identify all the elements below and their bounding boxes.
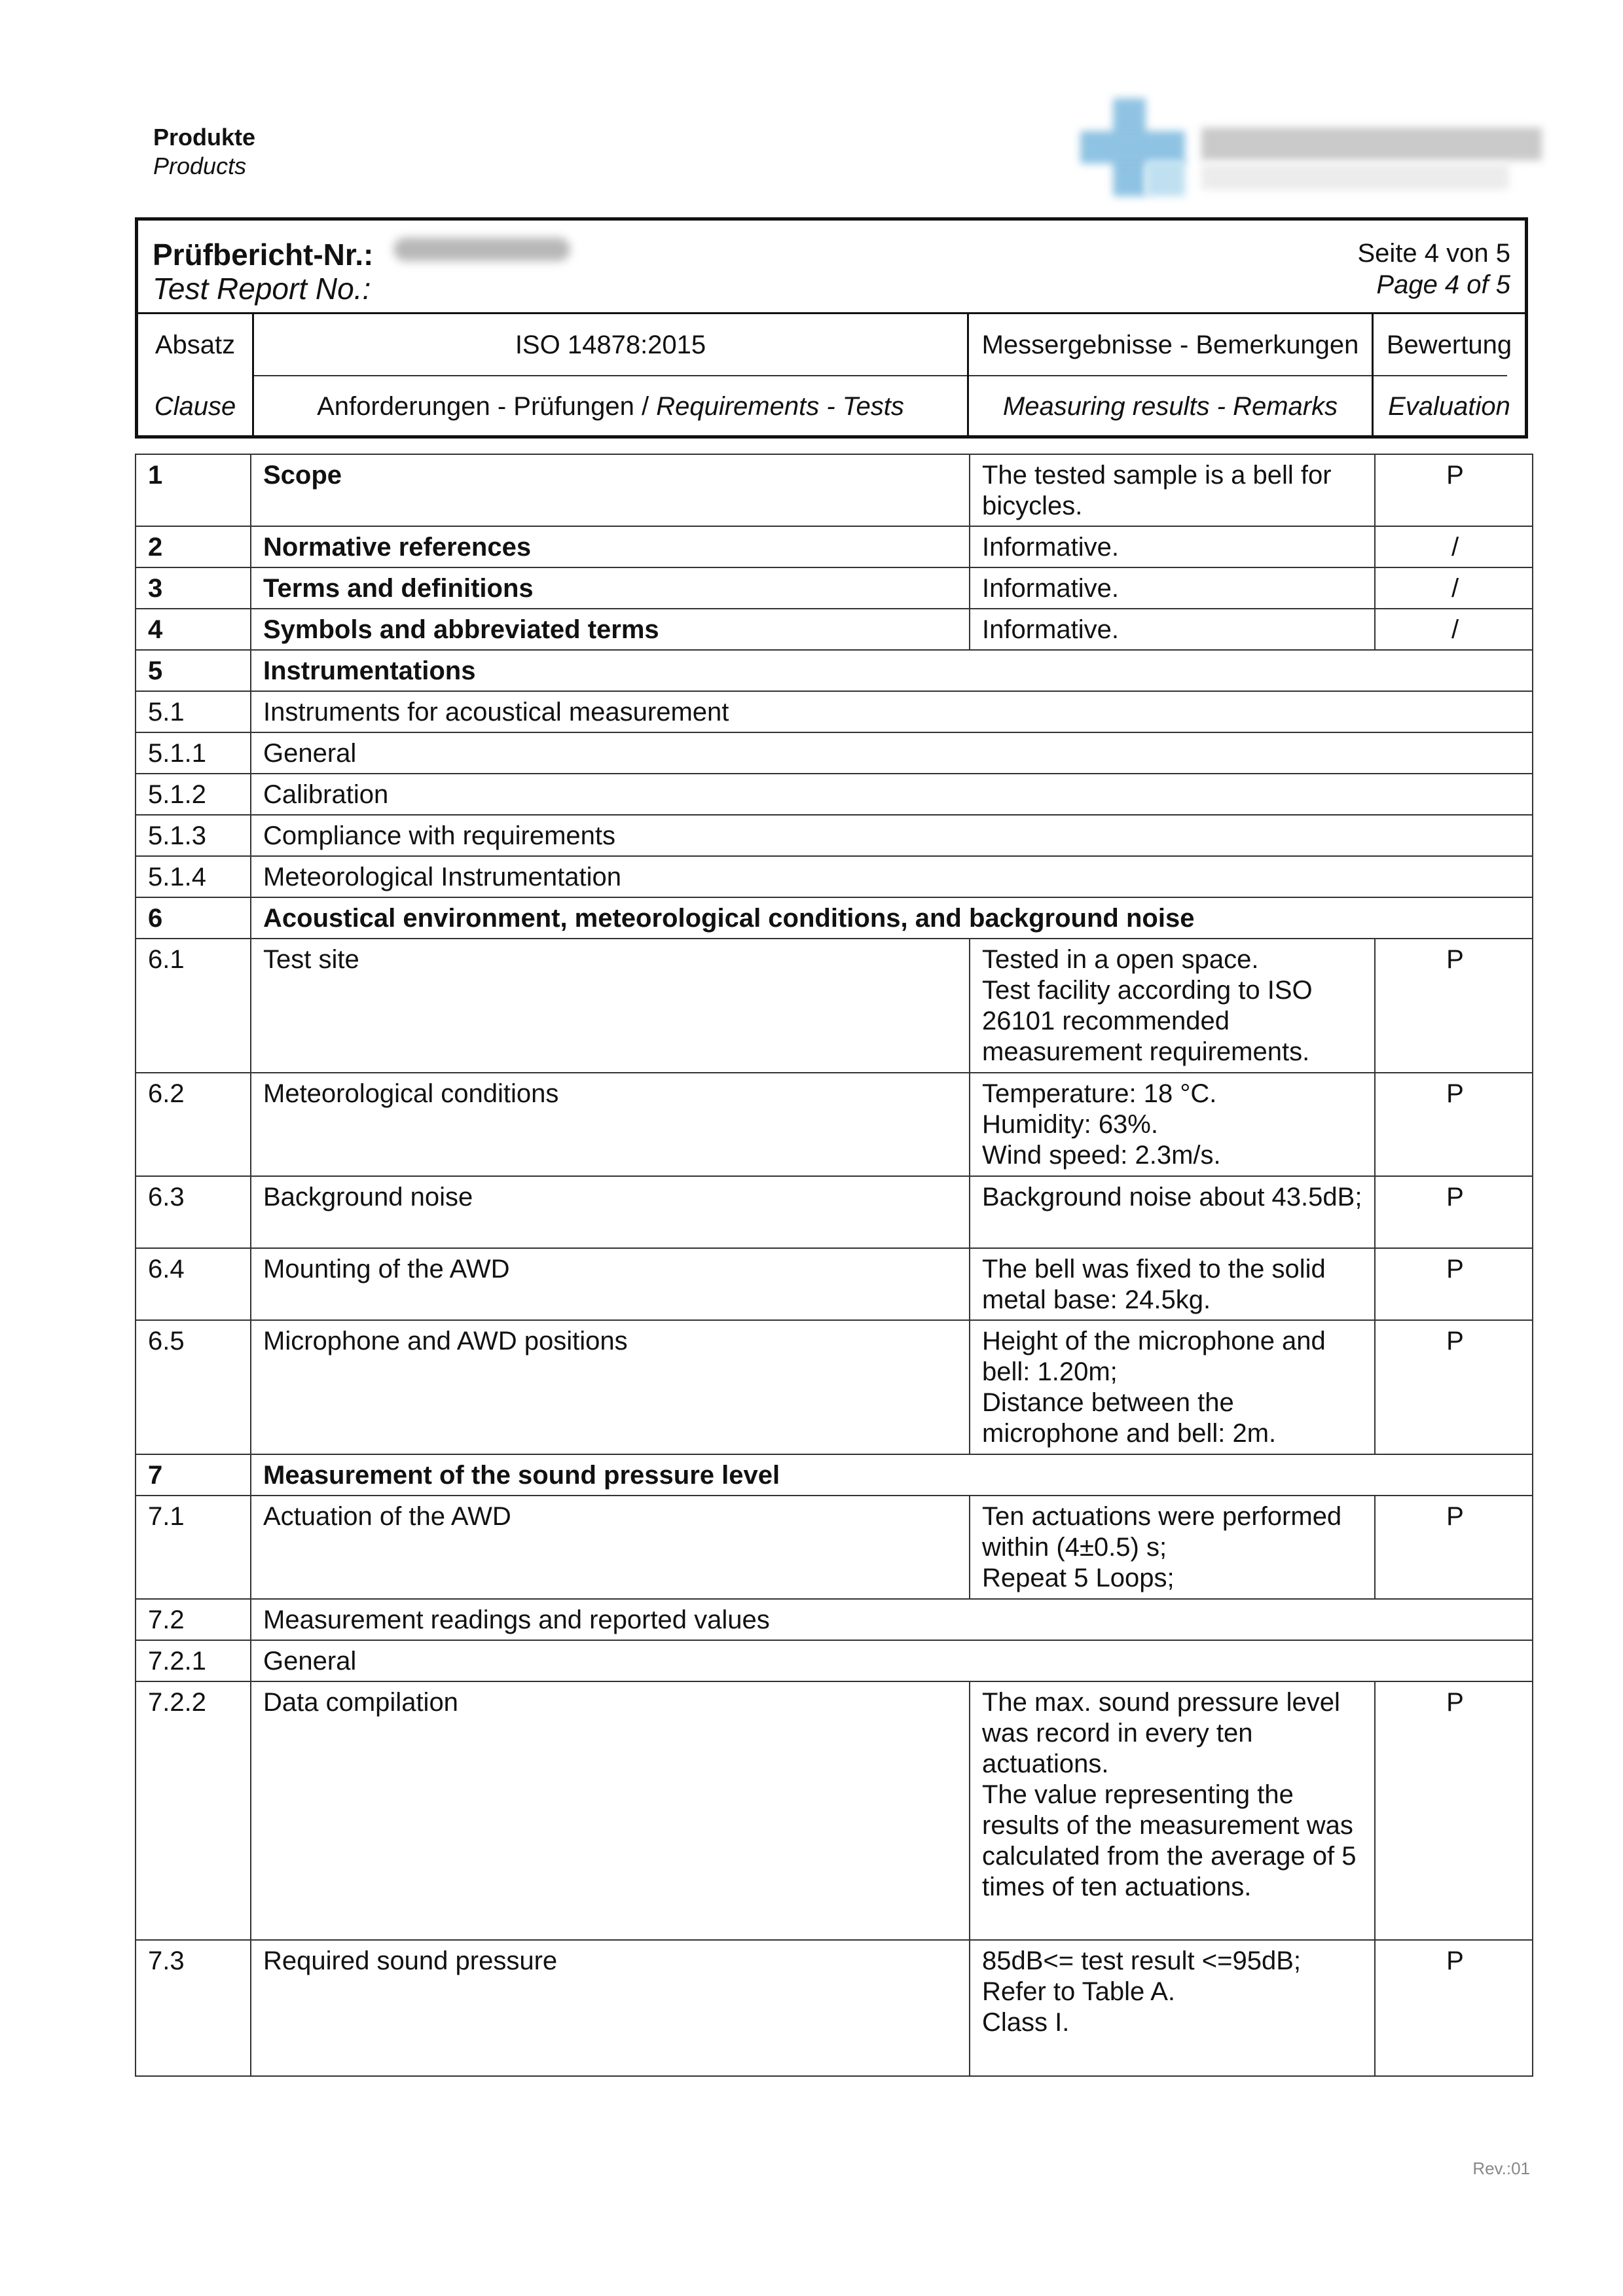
col-clause-en: Clause — [154, 392, 236, 421]
table-row — [136, 650, 1533, 691]
clause-number: 6.5 — [136, 1320, 251, 1454]
table-row — [136, 1496, 1533, 1599]
measuring-result: Background noise about 43.5dB; — [970, 1176, 1375, 1248]
table-row — [136, 939, 1533, 1073]
clause-number: 7.2.2 — [136, 1681, 251, 1940]
page-en: Page 4 of 5 — [1376, 270, 1510, 299]
col-evaluation-en: Evaluation — [1388, 392, 1510, 421]
report-number-de: Prüfbericht-Nr.: — [153, 238, 374, 272]
col-evaluation-de: Bewertung — [1386, 331, 1512, 359]
table-row — [136, 774, 1533, 815]
table-row — [136, 609, 1533, 650]
evaluation-value: / — [1375, 526, 1533, 567]
clause-number: 6 — [136, 897, 251, 939]
clause-number: 5.1 — [136, 691, 251, 732]
requirement-title: General — [251, 1640, 1533, 1681]
evaluation-value: / — [1375, 609, 1533, 650]
col-clause-de: Absatz — [155, 331, 236, 359]
measuring-result: Informative. — [970, 526, 1375, 567]
page-indicator — [1358, 238, 1511, 300]
department-label — [153, 123, 255, 181]
evaluation-value: P — [1375, 454, 1533, 526]
table-row — [136, 897, 1533, 939]
clause-number: 4 — [136, 609, 251, 650]
table-row — [136, 1599, 1533, 1640]
clause-number: 6.3 — [136, 1176, 251, 1248]
clause-number: 7 — [136, 1454, 251, 1496]
redacted-report-number — [393, 238, 570, 261]
requirement-title: Test site — [251, 939, 970, 1073]
clause-number: 2 — [136, 526, 251, 567]
measuring-result: The max. sound pressure level was record in every ten actuations. The value representing the results of the measurement was calculated from the average of 5 times of ten actuations. — [970, 1681, 1375, 1940]
table-row — [136, 1640, 1533, 1681]
results-table-body — [136, 454, 1533, 2076]
requirement-title: Microphone and AWD positions — [251, 1320, 970, 1454]
measuring-result: Ten actuations were performed within (4±0.5) s; Repeat 5 Loops; — [970, 1496, 1375, 1599]
table-row — [136, 526, 1533, 567]
header-subdivider — [252, 375, 1507, 376]
standard-title: ISO 14878:2015 — [515, 331, 706, 359]
requirement-title: Compliance with requirements — [251, 815, 1533, 856]
evaluation-value: P — [1375, 1940, 1533, 2076]
table-row — [136, 567, 1533, 609]
revision-label: Rev.:01 — [1472, 2159, 1530, 2178]
clause-number: 6.1 — [136, 939, 251, 1073]
requirement-title: General — [251, 732, 1533, 774]
table-row — [136, 1073, 1533, 1176]
evaluation-value: P — [1375, 1248, 1533, 1320]
measuring-result: The bell was fixed to the solid metal base: 24.5kg. — [970, 1248, 1375, 1320]
report-header-box — [135, 217, 1528, 439]
measuring-result: 85dB<= test result <=95dB; Refer to Table A. Class I. — [970, 1940, 1375, 2076]
requirement-title: Instruments for acoustical measurement — [251, 691, 1533, 732]
page-de: Seite 4 von 5 — [1357, 239, 1510, 268]
clause-number: 1 — [136, 454, 251, 526]
requirement-title: Mounting of the AWD — [251, 1248, 970, 1320]
table-row — [136, 1454, 1533, 1496]
table-row — [136, 856, 1533, 897]
measuring-result: Tested in a open space. Test facility according to ISO 26101 recommended measurement requirements. — [970, 939, 1375, 1073]
requirement-title: Measurement of the sound pressure level — [251, 1454, 1533, 1496]
evaluation-value: P — [1375, 1320, 1533, 1454]
requirement-title: Instrumentations — [251, 650, 1533, 691]
clause-number: 3 — [136, 567, 251, 609]
table-row — [136, 815, 1533, 856]
requirement-title: Meteorological conditions — [251, 1073, 970, 1176]
header-divider — [138, 312, 1525, 314]
col-results-de: Messergebnisse - Bemerkungen — [981, 331, 1359, 359]
requirement-title: Actuation of the AWD — [251, 1496, 970, 1599]
requirement-title: Scope — [251, 454, 970, 526]
clause-number: 5 — [136, 650, 251, 691]
table-row — [136, 454, 1533, 526]
table-row — [136, 691, 1533, 732]
requirement-title: Normative references — [251, 526, 970, 567]
evaluation-value: P — [1375, 1073, 1533, 1176]
department-de: Produkte — [153, 124, 256, 151]
table-row — [136, 1176, 1533, 1248]
col-requirements-en: Requirements - Tests — [656, 392, 904, 421]
table-row — [136, 732, 1533, 774]
clause-number: 7.2 — [136, 1599, 251, 1640]
col-results-en: Measuring results - Remarks — [1002, 392, 1338, 421]
requirement-title: Measurement readings and reported values — [251, 1599, 1533, 1640]
clause-number: 6.2 — [136, 1073, 251, 1176]
evaluation-value: P — [1375, 1681, 1533, 1940]
clause-number: 5.1.2 — [136, 774, 251, 815]
table-row — [136, 1681, 1533, 1940]
measuring-result: Height of the microphone and bell: 1.20m; Distance between the microphone and bell: 2m. — [970, 1320, 1375, 1454]
report-number-en: Test Report No.: — [153, 272, 371, 306]
requirement-title: Data compilation — [251, 1681, 970, 1940]
company-logo — [1074, 98, 1542, 196]
requirement-title: Terms and definitions — [251, 567, 970, 609]
table-row — [136, 1320, 1533, 1454]
evaluation-value: P — [1375, 939, 1533, 1073]
report-number-label — [153, 238, 373, 306]
table-row — [136, 1248, 1533, 1320]
table-row — [136, 1940, 1533, 2076]
measuring-result: Informative. — [970, 567, 1375, 609]
measuring-result: The tested sample is a bell for bicycles. — [970, 454, 1375, 526]
clause-number: 7.1 — [136, 1496, 251, 1599]
requirement-title: Required sound pressure — [251, 1940, 970, 2076]
requirement-title: Symbols and abbreviated terms — [251, 609, 970, 650]
clause-number: 5.1.1 — [136, 732, 251, 774]
requirement-title: Acoustical environment, meteorological conditions, and background noise — [251, 897, 1533, 939]
col-requirements — [254, 391, 967, 422]
results-table — [135, 454, 1532, 2077]
clause-number: 7.2.1 — [136, 1640, 251, 1681]
measuring-result: Informative. — [970, 609, 1375, 650]
requirement-title: Background noise — [251, 1176, 970, 1248]
measuring-result: Temperature: 18 °C. Humidity: 63%. Wind speed: 2.3m/s. — [970, 1073, 1375, 1176]
evaluation-value: P — [1375, 1176, 1533, 1248]
clause-number: 5.1.4 — [136, 856, 251, 897]
requirement-title: Calibration — [251, 774, 1533, 815]
clause-number: 7.3 — [136, 1940, 251, 2076]
col-requirements-de: Anforderungen - Prüfungen / — [317, 392, 657, 421]
clause-number: 6.4 — [136, 1248, 251, 1320]
clause-number: 5.1.3 — [136, 815, 251, 856]
evaluation-value: P — [1375, 1496, 1533, 1599]
department-en: Products — [153, 152, 247, 179]
requirement-title: Meteorological Instrumentation — [251, 856, 1533, 897]
evaluation-value: / — [1375, 567, 1533, 609]
